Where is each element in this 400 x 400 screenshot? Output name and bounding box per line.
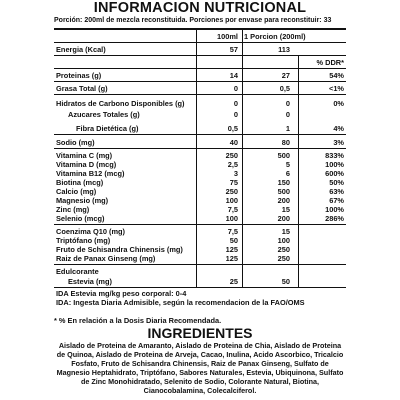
table-row bbox=[54, 70, 346, 80]
table-row bbox=[54, 253, 346, 263]
value-ddr: 4% bbox=[333, 123, 344, 133]
table-row bbox=[54, 123, 346, 133]
value-portion: 100 bbox=[277, 235, 290, 245]
column-divider bbox=[242, 28, 243, 287]
value-100ml: 0,5 bbox=[227, 123, 238, 133]
divider bbox=[54, 264, 346, 265]
value-portion: 200 bbox=[277, 213, 290, 223]
table-row bbox=[54, 44, 346, 54]
nutrient-name: Estevia (mg) bbox=[68, 276, 112, 286]
value-ddr: 600% bbox=[325, 168, 344, 178]
label-title: INFORMACION NUTRICIONAL bbox=[93, 0, 307, 16]
value-portion: 150 bbox=[277, 177, 290, 187]
nutrient-name: Coenzima Q10 (mg) bbox=[56, 226, 125, 236]
value-portion: 0,5 bbox=[279, 83, 290, 93]
col-portion: 1 Porcion (200ml) bbox=[244, 31, 306, 41]
table-row bbox=[54, 83, 346, 93]
divider bbox=[54, 134, 346, 135]
table-row bbox=[54, 266, 346, 276]
value-ddr: 3% bbox=[333, 137, 344, 147]
value-portion: 1 bbox=[285, 123, 290, 133]
table-row bbox=[54, 109, 346, 119]
value-100ml: 7,5 bbox=[227, 226, 238, 236]
value-100ml: 250 bbox=[225, 150, 238, 160]
ingredients-title: INGREDIENTES bbox=[147, 325, 253, 341]
value-ddr: 54% bbox=[329, 70, 344, 80]
value-portion: 500 bbox=[277, 150, 290, 160]
nutrient-name: Magnesio (mg) bbox=[56, 195, 109, 205]
nutrient-name: Proteinas (g) bbox=[56, 70, 102, 80]
value-100ml: 100 bbox=[225, 195, 238, 205]
value-ddr: 67% bbox=[329, 195, 344, 205]
divider bbox=[54, 94, 346, 95]
value-portion: 113 bbox=[278, 44, 290, 54]
ida-definition-note: IDA: Ingesta Diaria Admisible, según la recomendacion de la FAO/OMS bbox=[56, 298, 305, 307]
divider bbox=[54, 81, 346, 82]
value-100ml: 250 bbox=[225, 186, 238, 196]
column-divider bbox=[298, 55, 299, 287]
nutrient-name: Energia (Kcal) bbox=[56, 44, 106, 54]
value-100ml: 0 bbox=[233, 83, 238, 93]
divider bbox=[54, 224, 346, 225]
value-ddr: 100% bbox=[325, 159, 344, 169]
portion-info: Porción: 200ml de mezcla reconstituida. Porciones por envase para reconstituir: 33 bbox=[54, 17, 332, 24]
nutrient-name: Sodio (mg) bbox=[56, 137, 95, 147]
ddr-footnote: * % En relación a la Dosis Diaria Recomendada. bbox=[54, 316, 222, 325]
ingredients-list: Aislado de Proteina de Amaranto, Aislado de Proteina de Chia, Aislado de Proteina de Quinoa, Aislado de Proteina de Arveja, Cacao, Inulina, Acido Ascorbico, Tricalcio Fosfato, Fruto de Schisandra Chinensis, Raiz de Panax Ginseng, Sulfato de Magnesio Heptahidrato, Triptófano, Sabores Naturales, Estevia, Ubiquinona, Sulfato de Zinc Monohidratado, Selenito de Sodio, Colorante Natural, Biotina, Cianocobalamina, Colecalciferol. bbox=[56, 341, 344, 395]
col-ddr: % DDR* bbox=[316, 57, 344, 67]
divider bbox=[54, 55, 346, 56]
nutrient-name: Edulcorante bbox=[56, 266, 99, 276]
nutrient-name: Vitamina B12 (mcg) bbox=[56, 168, 125, 178]
value-portion: 250 bbox=[277, 253, 290, 263]
nutrient-name: Fruto de Schisandra Chinensis (mg) bbox=[56, 244, 183, 254]
nutrient-name: Calcio (mg) bbox=[56, 186, 97, 196]
value-portion: 200 bbox=[277, 195, 290, 205]
value-100ml: 0 bbox=[233, 98, 238, 108]
nutrient-name: Grasa Total (g) bbox=[56, 83, 108, 93]
value-ddr: 833% bbox=[325, 150, 344, 160]
value-portion: 0 bbox=[285, 98, 290, 108]
value-100ml: 0 bbox=[233, 109, 238, 119]
value-portion: 80 bbox=[281, 137, 290, 147]
value-100ml: 100 bbox=[225, 213, 238, 223]
value-ddr: 286% bbox=[325, 213, 344, 223]
divider bbox=[54, 68, 346, 69]
value-100ml: 75 bbox=[229, 177, 238, 187]
value-ddr: 100% bbox=[325, 204, 344, 214]
column-headers bbox=[54, 31, 346, 41]
value-portion: 6 bbox=[285, 168, 290, 178]
column-divider bbox=[196, 28, 197, 287]
table-row bbox=[54, 276, 346, 286]
value-100ml: 3 bbox=[233, 168, 238, 178]
value-ddr: 0% bbox=[333, 98, 344, 108]
nutrient-name: Hidratos de Carbono Disponibles (g) bbox=[56, 98, 185, 108]
value-portion: 500 bbox=[277, 186, 290, 196]
value-portion: 15 bbox=[281, 204, 290, 214]
value-100ml: 50 bbox=[229, 235, 238, 245]
nutrient-name: Vitamina C (mg) bbox=[56, 150, 113, 160]
ida-stevia-note: IDA Estevia mg/kg peso corporal: 0-4 bbox=[56, 289, 187, 298]
nutrient-name: Vitamina D (mcg) bbox=[56, 159, 117, 169]
col-100ml: 100ml bbox=[217, 31, 238, 41]
value-ddr: 50% bbox=[329, 177, 344, 187]
table-row bbox=[54, 213, 346, 223]
nutrient-name: Zinc (mg) bbox=[56, 204, 90, 214]
nutrient-name: Triptófano (mg) bbox=[56, 235, 111, 245]
nutrient-name: Biotina (mcg) bbox=[56, 177, 104, 187]
value-100ml: 125 bbox=[225, 253, 238, 263]
table-row bbox=[54, 98, 346, 108]
divider bbox=[54, 287, 346, 288]
nutrient-name: Fibra Dietética (g) bbox=[76, 123, 139, 133]
value-100ml: 57 bbox=[229, 44, 238, 54]
value-100ml: 40 bbox=[229, 137, 238, 147]
value-ddr: 63% bbox=[329, 186, 344, 196]
table-row bbox=[54, 137, 346, 147]
value-portion: 0 bbox=[285, 109, 290, 119]
value-ddr: <1% bbox=[329, 83, 344, 93]
nutrient-name: Selenio (mcg) bbox=[56, 213, 105, 223]
divider bbox=[54, 148, 346, 149]
value-portion: 27 bbox=[281, 70, 290, 80]
value-portion: 15 bbox=[281, 226, 290, 236]
value-100ml: 25 bbox=[229, 276, 238, 286]
value-100ml: 2,5 bbox=[227, 159, 238, 169]
value-100ml: 7,5 bbox=[227, 204, 238, 214]
divider bbox=[54, 42, 346, 43]
value-portion: 5 bbox=[285, 159, 290, 169]
nutrient-name: Azucares Totales (g) bbox=[68, 109, 140, 119]
value-portion: 50 bbox=[281, 276, 290, 286]
value-100ml: 14 bbox=[229, 70, 238, 80]
nutrient-name: Raiz de Panax Ginseng (mg) bbox=[56, 253, 156, 263]
value-100ml: 125 bbox=[225, 244, 238, 254]
nutrition-table bbox=[54, 28, 346, 310]
ddr-header-row bbox=[54, 57, 346, 67]
table-top-rule bbox=[54, 28, 346, 30]
value-portion: 250 bbox=[277, 244, 290, 254]
